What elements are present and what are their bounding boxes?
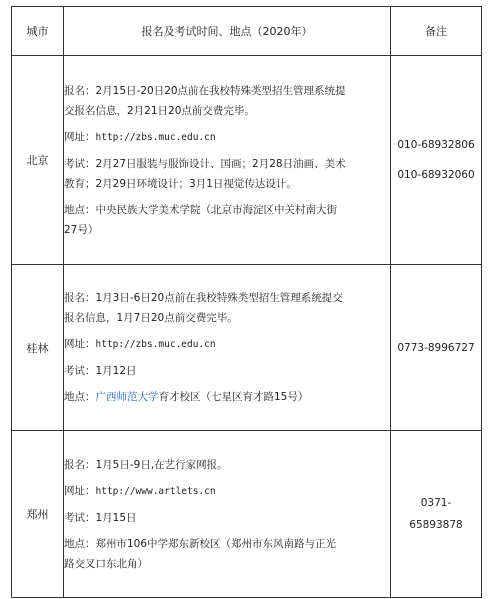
note-cell <box>391 431 482 598</box>
website-line <box>64 127 390 148</box>
city-cell: 北京 <box>12 56 64 265</box>
phone-number: 010-68932060 <box>397 169 475 181</box>
info-cell <box>64 431 391 598</box>
place-text: 地点：郑州市106中学郑东新校区（郑州市东风南路与正光 <box>64 537 337 550</box>
website-label: 网址： <box>64 338 96 350</box>
place-text-cont: 27号） <box>64 223 99 236</box>
header-note: 备注 <box>391 7 482 56</box>
phone-number: 65893878 <box>409 519 463 531</box>
website-link[interactable]: http://zbs.muc.edu.cn <box>95 131 216 143</box>
phone-number: 0773-8996727 <box>397 341 475 354</box>
table-row-guilin <box>12 265 482 431</box>
city-cell: 桂林 <box>12 265 64 431</box>
register-text: 报名：2月15日-20日20点前在我校特殊类型招生管理系统提 <box>64 84 346 97</box>
register-text-cont: 交报名信息，2月21日20点前交费完毕。 <box>64 104 255 117</box>
exam-text: 考试：1月15日 <box>64 511 137 524</box>
university-link[interactable]: 广西师范大学 <box>95 391 159 403</box>
place-text: 地点：中央民族大学美术学院（北京市海淀区中关村南大街 <box>64 203 337 216</box>
place-text-cont: 路交叉口东北角） <box>64 557 148 570</box>
phone-number: 0371- <box>420 497 452 509</box>
header-info: 报名及考试时间、地点（2020年） <box>64 7 391 56</box>
exam-text: 考试：1月12日 <box>64 365 137 377</box>
header-city: 城市 <box>12 7 64 56</box>
table-header-row <box>12 7 482 56</box>
note-cell <box>391 265 482 431</box>
website-line <box>64 334 390 355</box>
exam-text: 考试：2月27日服装与服饰设计、国画；2月28日油画、美术 <box>64 157 346 170</box>
website-label: 网址： <box>64 130 96 143</box>
register-text-cont: 报名信息，1月7日20点前交费完毕。 <box>64 312 238 324</box>
website-link[interactable]: http://zbs.muc.edu.cn <box>95 339 216 350</box>
register-text: 报名：1月5日-9日,在艺行家网报。 <box>64 458 228 471</box>
exam-text-cont: 教育；2月29日环境设计；3月1日视觉传达设计。 <box>64 177 297 190</box>
table-row-beijing <box>12 56 482 265</box>
website-label: 网址： <box>64 484 96 497</box>
exam-schedule-table <box>11 6 482 598</box>
website-line <box>64 481 390 502</box>
note-cell <box>391 56 482 265</box>
place-text <box>64 387 390 407</box>
info-cell <box>64 265 391 431</box>
website-link[interactable]: http://www.artlets.cn <box>95 485 216 497</box>
register-text: 报名：1月3日-6日20点前在我校特殊类型招生管理系统提交 <box>64 292 343 304</box>
phone-number: 010-68932806 <box>397 139 475 151</box>
table-row-zhengzhou <box>12 431 482 598</box>
place-detail: 育才校区（七星区育才路15号） <box>158 391 309 403</box>
place-label: 地点： <box>64 391 96 403</box>
info-cell <box>64 56 391 265</box>
city-cell: 郑州 <box>12 431 64 598</box>
